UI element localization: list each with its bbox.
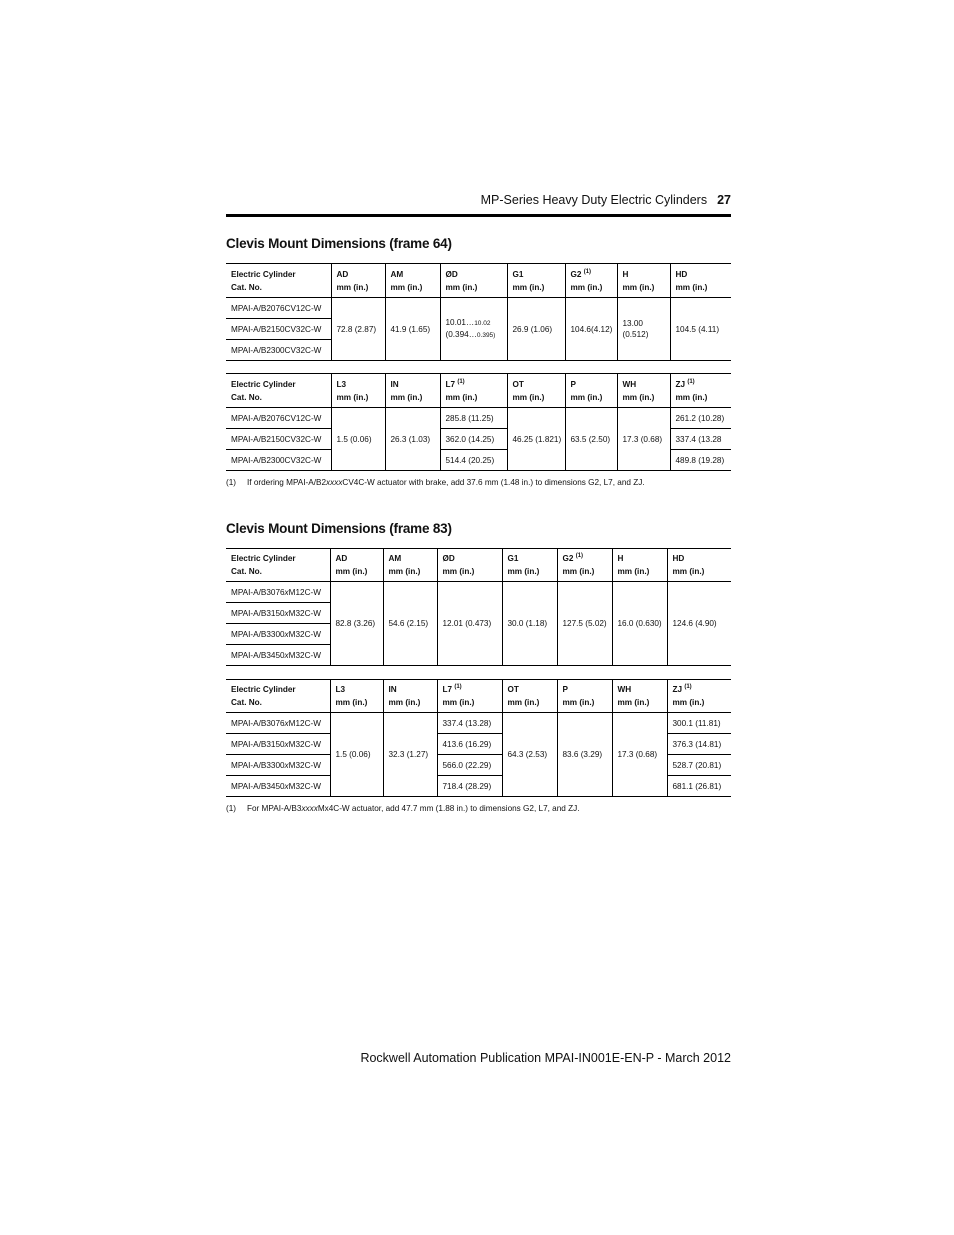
wh-cell: 17.3 (0.68) [617, 408, 670, 471]
l7-cell: 362.0 (14.25) [440, 429, 507, 450]
ad-cell: 82.8 (3.26) [330, 582, 383, 666]
zj-cell: 528.7 (20.81) [667, 755, 731, 776]
col-header: Electric Cylinder Cat. No. [226, 680, 330, 713]
table-header-row [226, 680, 731, 713]
frame64-table-1 [226, 263, 731, 361]
col-header: OT mm (in.) [502, 680, 557, 713]
g2-cell: 127.5 (5.02) [557, 582, 612, 666]
l3-cell: 1.5 (0.06) [331, 408, 385, 471]
cat-no-cell: MPAI-A/B3300xM32C-W [226, 624, 330, 645]
section-title-frame-83: Clevis Mount Dimensions (frame 83) [226, 521, 452, 536]
table-row [226, 408, 731, 429]
page-footer: Rockwell Automation Publication MPAI-IN001E-EN-P - March 2012 [360, 1051, 731, 1065]
col-header: WH mm (in.) [612, 680, 667, 713]
col-header: H mm (in.) [617, 264, 670, 298]
ot-cell: 46.25 (1.821) [507, 408, 565, 471]
col-header: HD mm (in.) [667, 549, 731, 582]
zj-cell: 376.3 (14.81) [667, 734, 731, 755]
h-cell: 13.00 (0.512) [617, 298, 670, 361]
col-header: G1 mm (in.) [507, 264, 565, 298]
col-header: Electric Cylinder Cat. No. [226, 264, 331, 298]
p-cell: 83.6 (3.29) [557, 713, 612, 797]
cat-no-cell: MPAI-A/B2300CV32C-W [226, 340, 331, 361]
cat-no-cell: MPAI-A/B3076xM12C-W [226, 582, 330, 603]
cat-no-cell: MPAI-A/B3450xM32C-W [226, 776, 330, 797]
am-cell: 41.9 (1.65) [385, 298, 440, 361]
col-header: G1 mm (in.) [502, 549, 557, 582]
col-header: ØD mm (in.) [440, 264, 507, 298]
zj-cell: 489.8 (19.28) [670, 450, 731, 471]
g1-cell: 26.9 (1.06) [507, 298, 565, 361]
col-header: AM mm (in.) [385, 264, 440, 298]
col-header: Electric Cylinder Cat. No. [226, 549, 330, 582]
od-cell: 12.01 (0.473) [437, 582, 502, 666]
col-header: L7 $^{(1)}$ mm (in.) [437, 680, 502, 713]
am-cell: 54.6 (2.15) [383, 582, 437, 666]
table-header-row [226, 374, 731, 408]
col-header: P mm (in.) [557, 680, 612, 713]
od-cell: 10.01…10.02 (0.394…0.395) [440, 298, 507, 361]
cat-no-cell: MPAI-A/B2150CV32C-W [226, 319, 331, 340]
table-header-row [226, 264, 731, 298]
section-title-frame-64: Clevis Mount Dimensions (frame 64) [226, 236, 452, 251]
zj-cell: 681.1 (26.81) [667, 776, 731, 797]
footnote-frame-83: (1) For MPAI-A/B3xxxxMx4C-W actuator, add 47.7 mm (1.88 in.) to dimensions G2, L7, and ZJ. [226, 804, 580, 813]
l7-cell: 514.4 (20.25) [440, 450, 507, 471]
in-cell: 26.3 (1.03) [385, 408, 440, 471]
p-cell: 63.5 (2.50) [565, 408, 617, 471]
wh-cell: 17.3 (0.68) [612, 713, 667, 797]
hd-cell: 104.5 (4.11) [670, 298, 731, 361]
g2-cell: 104.6(4.12) [565, 298, 617, 361]
l7-cell: 413.6 (16.29) [437, 734, 502, 755]
col-header: ZJ $^{(1)}$ mm (in.) [667, 680, 731, 713]
l7-cell: 566.0 (22.29) [437, 755, 502, 776]
cat-no-cell: MPAI-A/B2076CV12C-W [226, 408, 331, 429]
running-title: MP-Series Heavy Duty Electric Cylinders [480, 193, 708, 207]
cat-no-cell: MPAI-A/B3150xM32C-W [226, 734, 330, 755]
col-header: P mm (in.) [565, 374, 617, 408]
col-header: IN mm (in.) [383, 680, 437, 713]
l7-cell: 285.8 (11.25) [440, 408, 507, 429]
frame83-table-2 [226, 679, 731, 797]
header-rule [226, 214, 731, 217]
table-row [226, 298, 731, 319]
col-header: G2 $^{(1)}$ mm (in.) [557, 549, 612, 582]
hd-cell: 124.6 (4.90) [667, 582, 731, 666]
col-header: Electric Cylinder Cat. No. [226, 374, 331, 408]
col-header: IN mm (in.) [385, 374, 440, 408]
table-row [226, 713, 731, 734]
frame83-table-1 [226, 548, 731, 666]
g1-cell: 30.0 (1.18) [502, 582, 557, 666]
h-cell: 16.0 (0.630) [612, 582, 667, 666]
l3-cell: 1.5 (0.06) [330, 713, 383, 797]
col-header: AD mm (in.) [331, 264, 385, 298]
col-header: L3 mm (in.) [330, 680, 383, 713]
col-header: H mm (in.) [612, 549, 667, 582]
col-header: OT mm (in.) [507, 374, 565, 408]
col-header: WH mm (in.) [617, 374, 670, 408]
page-number: 27 [717, 193, 731, 207]
cat-no-cell: MPAI-A/B3300xM32C-W [226, 755, 330, 776]
ad-cell: 72.8 (2.87) [331, 298, 385, 361]
footnote-frame-64: (1) If ordering MPAI-A/B2xxxxCV4C-W actuator with brake, add 37.6 mm (1.48 in.) to dimensions G2, L7, and ZJ. [226, 478, 645, 487]
cat-no-cell: MPAI-A/B2300CV32C-W [226, 450, 331, 471]
col-header: G2 $^{(1)}$ mm (in.) [565, 264, 617, 298]
col-header: L3 mm (in.) [331, 374, 385, 408]
in-cell: 32.3 (1.27) [383, 713, 437, 797]
col-header: ZJ $^{(1)}$ mm (in.) [670, 374, 731, 408]
cat-no-cell: MPAI-A/B3450xM32C-W [226, 645, 330, 666]
running-header [226, 193, 731, 207]
zj-cell: 261.2 (10.28) [670, 408, 731, 429]
table-header-row [226, 549, 731, 582]
l7-cell: 718.4 (28.29) [437, 776, 502, 797]
l7-cell: 337.4 (13.28) [437, 713, 502, 734]
cat-no-cell: MPAI-A/B2076CV12C-W [226, 298, 331, 319]
col-header: ØD mm (in.) [437, 549, 502, 582]
zj-cell: 337.4 (13.28 [670, 429, 731, 450]
ot-cell: 64.3 (2.53) [502, 713, 557, 797]
col-header: HD mm (in.) [670, 264, 731, 298]
frame64-table-2 [226, 373, 731, 471]
zj-cell: 300.1 (11.81) [667, 713, 731, 734]
col-header: AM mm (in.) [383, 549, 437, 582]
col-header: L7 $^{(1)}$ mm (in.) [440, 374, 507, 408]
col-header: AD mm (in.) [330, 549, 383, 582]
cat-no-cell: MPAI-A/B3076xM12C-W [226, 713, 330, 734]
cat-no-cell: MPAI-A/B3150xM32C-W [226, 603, 330, 624]
table-row [226, 582, 731, 603]
cat-no-cell: MPAI-A/B2150CV32C-W [226, 429, 331, 450]
